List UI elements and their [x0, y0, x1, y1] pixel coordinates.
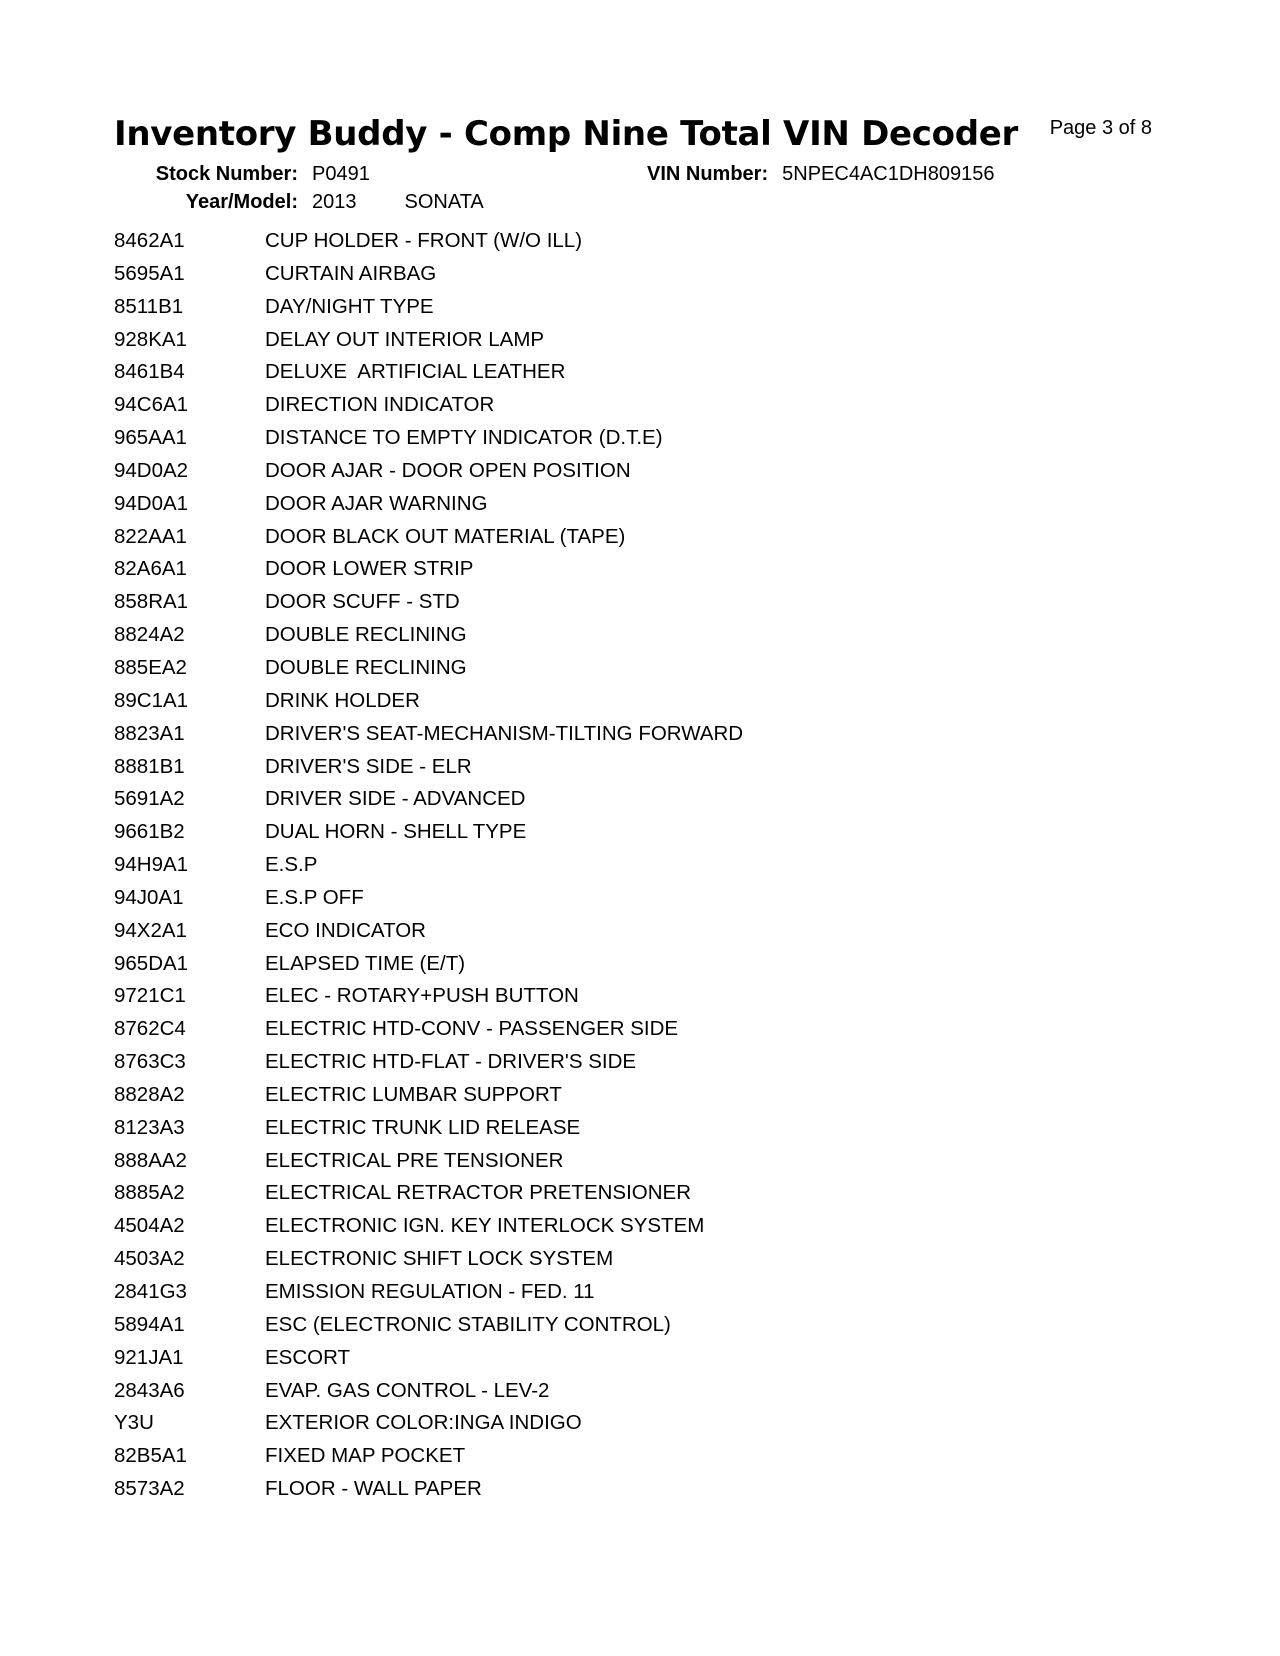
option-code: 8511B1	[114, 294, 184, 318]
option-description: DRIVER SIDE - ADVANCED	[265, 787, 526, 811]
list-item	[114, 392, 1114, 425]
list-item	[114, 885, 1114, 918]
list-item	[114, 1148, 1114, 1181]
list-item	[114, 1049, 1114, 1082]
list-item	[114, 754, 1114, 787]
option-code: 2841G3	[114, 1280, 187, 1303]
year-model-row	[114, 189, 484, 215]
option-description: ESCORT	[265, 1345, 351, 1369]
list-item	[114, 327, 1114, 360]
page-title: Inventory Buddy - Comp Nine Total VIN Decoder	[114, 114, 1018, 154]
list-item	[114, 1443, 1114, 1476]
option-description: DOOR AJAR - DOOR OPEN POSITION	[265, 458, 631, 482]
option-code: 82B5A1	[114, 1444, 187, 1468]
option-code: 9661B2	[114, 820, 185, 844]
list-item	[114, 918, 1114, 951]
option-description: ESC (ELECTRONIC STABILITY CONTROL)	[265, 1312, 671, 1336]
list-item	[114, 1476, 1114, 1509]
option-code: 8823A1	[114, 721, 185, 745]
option-description: ELECTRICAL RETRACTOR PRETENSIONER	[265, 1181, 692, 1205]
option-description: ELECTRIC TRUNK LID RELEASE	[265, 1115, 581, 1139]
stock-number-value: P0491	[312, 163, 370, 185]
option-description: ELECTRONIC SHIFT LOCK SYSTEM	[265, 1247, 614, 1271]
option-code: 885EA2	[114, 655, 187, 679]
option-description: DOOR BLACK OUT MATERIAL (TAPE)	[265, 524, 626, 548]
option-code: 8824A2	[114, 623, 185, 647]
option-description: ELECTRIC HTD-CONV - PASSENGER SIDE	[265, 1017, 679, 1041]
option-description: DOOR SCUFF - STD	[265, 590, 460, 614]
option-description: FIXED MAP POCKET	[265, 1444, 466, 1468]
option-code: 9721C1	[114, 984, 186, 1008]
stock-number-row	[114, 161, 370, 187]
page-indicator: Page 3 of 8	[1049, 117, 1152, 139]
list-item	[114, 1180, 1114, 1213]
option-code: 8123A3	[114, 1115, 185, 1139]
year-value: 2013	[312, 191, 357, 213]
list-item	[114, 1213, 1114, 1246]
option-code: 5695A1	[114, 261, 185, 285]
option-code: 8885A2	[114, 1181, 185, 1205]
list-item	[114, 852, 1114, 885]
option-description: DUAL HORN - SHELL TYPE	[265, 820, 527, 844]
option-description: FLOOR - WALL PAPER	[265, 1477, 482, 1501]
option-code: 858RA1	[114, 590, 189, 614]
option-code: 928KA1	[114, 327, 187, 351]
model-value: SONATA	[404, 191, 484, 213]
list-item	[114, 1279, 1114, 1312]
option-description: CUP HOLDER - FRONT (W/O ILL)	[265, 229, 583, 252]
option-description: CURTAIN AIRBAG	[265, 261, 437, 285]
option-code: 94X2A1	[114, 918, 187, 942]
option-code: 82A6A1	[114, 557, 187, 581]
list-item	[114, 589, 1114, 622]
list-item	[114, 261, 1114, 294]
option-description: ELEC - ROTARY+PUSH BUTTON	[265, 984, 579, 1008]
list-item	[114, 294, 1114, 327]
option-description: ECO INDICATOR	[265, 918, 426, 942]
option-description: DOOR LOWER STRIP	[265, 557, 474, 581]
option-description: E.S.P OFF	[265, 885, 364, 909]
option-code: Y3U	[114, 1411, 154, 1435]
list-item	[114, 491, 1114, 524]
option-description: EXTERIOR COLOR:INGA INDIGO	[265, 1411, 582, 1435]
option-code: 888AA2	[114, 1148, 187, 1172]
list-item	[114, 688, 1114, 721]
list-item	[114, 1312, 1114, 1345]
option-code: 94J0A1	[114, 885, 184, 909]
list-item	[114, 655, 1114, 688]
option-code: 8573A2	[114, 1477, 185, 1501]
year-model-label: Year/Model:	[185, 191, 298, 213]
option-description: DRIVER'S SIDE - ELR	[265, 754, 472, 778]
option-code: 965AA1	[114, 426, 187, 450]
list-item	[114, 1378, 1114, 1411]
list-item	[114, 524, 1114, 557]
list-item	[114, 622, 1114, 655]
option-description: DAY/NIGHT TYPE	[265, 294, 434, 318]
list-item	[114, 1246, 1114, 1279]
option-code: 921JA1	[114, 1345, 184, 1369]
option-code: 8763C3	[114, 1050, 186, 1074]
list-item	[114, 556, 1114, 589]
option-code: 4503A2	[114, 1247, 185, 1271]
list-item	[114, 1016, 1114, 1049]
option-description: ELECTRIC LUMBAR SUPPORT	[265, 1082, 562, 1106]
option-code: 94D0A2	[114, 458, 189, 482]
list-item	[114, 951, 1114, 984]
option-description: EMISSION REGULATION - FED. 11	[265, 1280, 595, 1303]
list-item	[114, 786, 1114, 819]
option-code: 2843A6	[114, 1378, 185, 1402]
option-description: DRIVER'S SEAT-MECHANISM-TILTING FORWARD	[265, 721, 744, 745]
vin-number-row	[647, 161, 994, 187]
option-description: DIRECTION INDICATOR	[265, 393, 495, 417]
option-description: DOOR AJAR WARNING	[265, 491, 488, 515]
option-code: 8762C4	[114, 1017, 186, 1041]
list-item	[114, 1410, 1114, 1443]
option-code: 94D0A1	[114, 491, 189, 515]
list-item	[114, 359, 1114, 392]
list-item	[114, 819, 1114, 852]
list-item	[114, 458, 1114, 491]
option-code: 8462A1	[114, 229, 185, 252]
list-item	[114, 721, 1114, 754]
option-code: 5691A2	[114, 787, 185, 811]
option-code: 8461B4	[114, 360, 185, 384]
vin-number-label: VIN Number:	[647, 163, 769, 185]
option-description: ELECTRIC HTD-FLAT - DRIVER'S SIDE	[265, 1050, 637, 1074]
list-item	[114, 983, 1114, 1016]
option-code: 89C1A1	[114, 688, 189, 712]
stock-number-label: Stock Number:	[155, 163, 298, 185]
option-code: 5894A1	[114, 1312, 185, 1336]
option-code: 94C6A1	[114, 393, 189, 417]
list-item	[114, 1115, 1114, 1148]
option-description: DELAY OUT INTERIOR LAMP	[265, 327, 545, 351]
list-item	[114, 1082, 1114, 1115]
option-code: 4504A2	[114, 1214, 185, 1238]
option-code: 94H9A1	[114, 853, 189, 877]
option-description: ELAPSED TIME (E/T)	[265, 951, 466, 975]
option-code: 8828A2	[114, 1082, 185, 1106]
option-description: DOUBLE RECLINING	[265, 655, 467, 679]
option-code: 965DA1	[114, 951, 189, 975]
option-code: 8881B1	[114, 754, 185, 778]
option-description: ELECTRICAL PRE TENSIONER	[265, 1148, 564, 1172]
options-list	[114, 228, 1114, 1509]
list-item	[114, 1345, 1114, 1378]
vin-number-value: 5NPEC4AC1DH809156	[782, 163, 995, 185]
option-description: DOUBLE RECLINING	[265, 623, 467, 647]
option-description: DRINK HOLDER	[265, 688, 420, 712]
option-description: DISTANCE TO EMPTY INDICATOR (D.T.E)	[265, 426, 663, 450]
option-description: E.S.P	[265, 853, 318, 877]
option-description: ELECTRONIC IGN. KEY INTERLOCK SYSTEM	[265, 1214, 705, 1238]
option-code: 822AA1	[114, 524, 187, 548]
option-description: DELUXE ARTIFICIAL LEATHER	[265, 360, 566, 384]
list-item	[114, 228, 1114, 261]
list-item	[114, 425, 1114, 458]
option-description: EVAP. GAS CONTROL - LEV-2	[265, 1378, 550, 1402]
